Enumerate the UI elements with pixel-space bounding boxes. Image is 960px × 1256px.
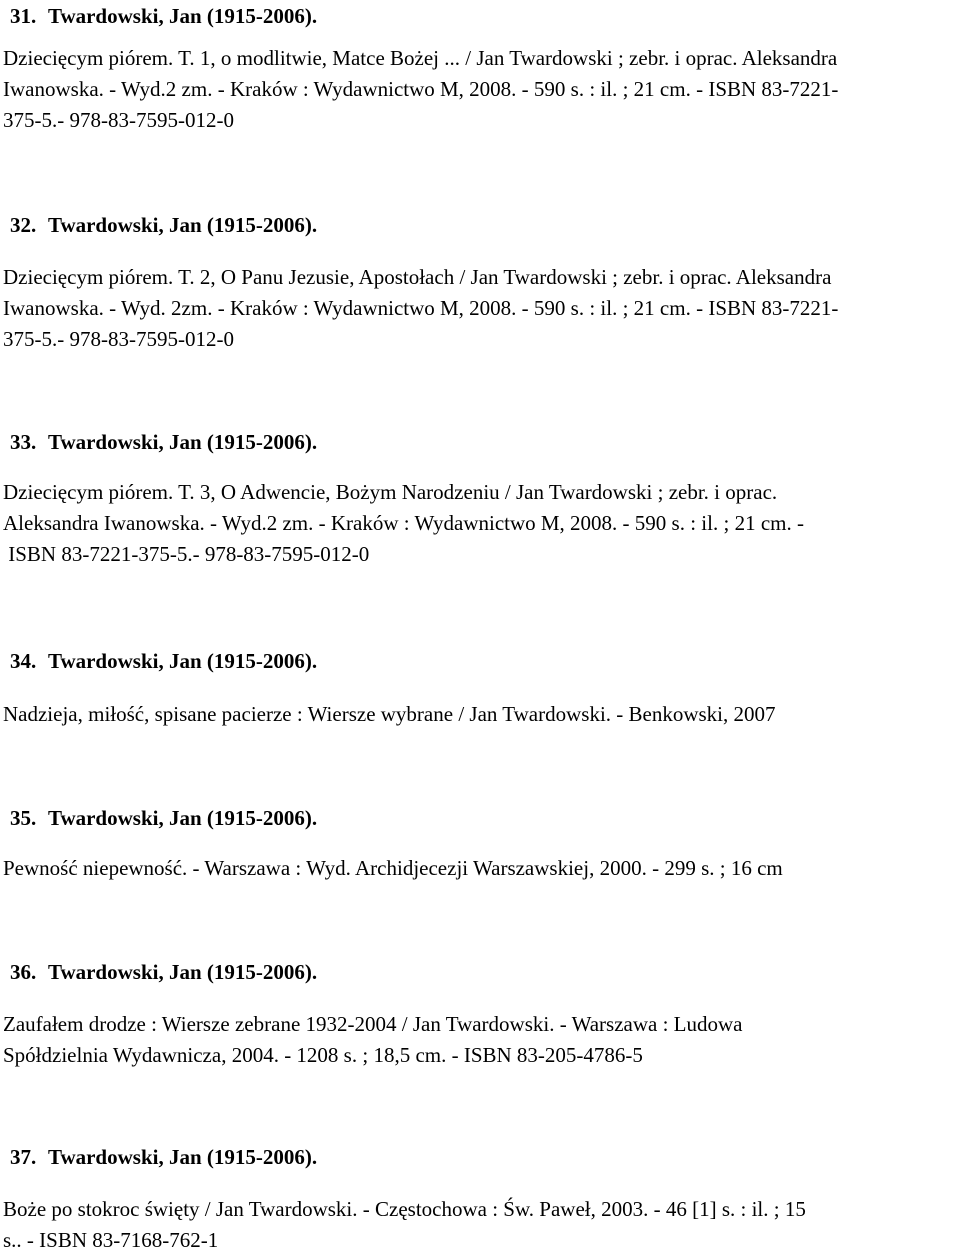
- entry-line: Nadzieja, miłość, spisane pacierze : Wiersze wybrane / Jan Twardowski. - Benkowski, 2007: [3, 702, 776, 726]
- entry-description: [3, 1194, 806, 1256]
- entry-author: Twardowski, Jan (1915-2006).: [48, 213, 318, 237]
- entry-description: [3, 1009, 742, 1071]
- entry-line: ISBN 83-7221-375-5.- 978-83-7595-012-0: [3, 542, 370, 566]
- entry-line: 375-5.- 978-83-7595-012-0: [3, 108, 234, 132]
- entry-line: s.. - ISBN 83-7168-762-1: [3, 1228, 219, 1252]
- entry-line: Spółdzielnia Wydawnicza, 2004. - 1208 s. ; 18,5 cm. - ISBN 83-205-4786-5: [3, 1043, 643, 1067]
- entry-heading: [10, 1145, 317, 1170]
- entry-line: Dziecięcym piórem. T. 1, o modlitwie, Matce Bożej ... / Jan Twardowski ; zebr. i oprac. Aleksandra: [3, 46, 838, 70]
- entry-description: [3, 477, 804, 570]
- entry-line: Iwanowska. - Wyd.2 zm. - Kraków : Wydawnictwo M, 2008. - 590 s. : il. ; 21 cm. - ISBN 83-7221-: [3, 77, 839, 101]
- entry-description: [3, 699, 776, 730]
- entry-line: Aleksandra Iwanowska. - Wyd.2 zm. - Kraków : Wydawnictwo M, 2008. - 590 s. : il. ; 21 cm. -: [3, 511, 804, 535]
- entry-heading: [10, 4, 317, 29]
- entry-heading: [10, 430, 317, 455]
- entry-description: [3, 262, 838, 355]
- entry-author: Twardowski, Jan (1915-2006).: [48, 1145, 318, 1169]
- entry-line: Iwanowska. - Wyd. 2zm. - Kraków : Wydawnictwo M, 2008. - 590 s. : il. ; 21 cm. - ISBN 83-7221-: [3, 296, 839, 320]
- entry-number: 32.: [10, 213, 37, 237]
- entry-number: 37.: [10, 1145, 37, 1169]
- entry-number: 35.: [10, 806, 37, 830]
- entry-heading: [10, 806, 317, 831]
- entry-author: Twardowski, Jan (1915-2006).: [48, 4, 318, 28]
- entry-number: 36.: [10, 960, 37, 984]
- entry-description: [3, 43, 838, 136]
- entry-heading: [10, 213, 317, 238]
- entry-line: Pewność niepewność. - Warszawa : Wyd. Archidjecezji Warszawskiej, 2000. - 299 s. ; 16 cm: [3, 856, 783, 880]
- entry-number: 34.: [10, 649, 37, 673]
- entry-author: Twardowski, Jan (1915-2006).: [48, 960, 318, 984]
- entry-author: Twardowski, Jan (1915-2006).: [48, 649, 318, 673]
- entry-line: Dziecięcym piórem. T. 3, O Adwencie, Bożym Narodzeniu / Jan Twardowski ; zebr. i oprac.: [3, 480, 778, 504]
- entry-number: 31.: [10, 4, 37, 28]
- entry-number: 33.: [10, 430, 37, 454]
- entry-heading: [10, 649, 317, 674]
- entry-line: 375-5.- 978-83-7595-012-0: [3, 327, 234, 351]
- entry-author: Twardowski, Jan (1915-2006).: [48, 430, 318, 454]
- entry-line: Zaufałem drodze : Wiersze zebrane 1932-2004 / Jan Twardowski. - Warszawa : Ludowa: [3, 1012, 743, 1036]
- entry-author: Twardowski, Jan (1915-2006).: [48, 806, 318, 830]
- entry-line: Boże po stokroc święty / Jan Twardowski. - Częstochowa : Św. Paweł, 2003. - 46 [1] s. : il. ; 15: [3, 1197, 806, 1221]
- entry-heading: [10, 960, 317, 985]
- entry-line: Dziecięcym piórem. T. 2, O Panu Jezusie, Apostołach / Jan Twardowski ; zebr. i oprac. Aleksandra: [3, 265, 832, 289]
- entry-description: [3, 853, 783, 884]
